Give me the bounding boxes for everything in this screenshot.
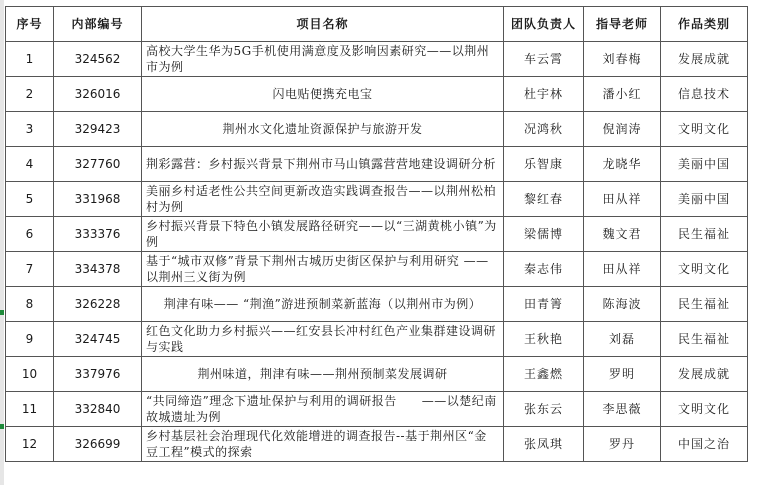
cell-title[interactable]: 红色文化助力乡村振兴——红安县长冲村红色产业集群建设调研与实践 <box>142 322 504 357</box>
cell-advisor[interactable]: 田从祥 <box>584 182 661 217</box>
cell-leader[interactable]: 张凤琪 <box>504 427 584 462</box>
table-row <box>6 147 748 182</box>
cell-leader[interactable]: 杜宇林 <box>504 77 584 112</box>
cell-marker <box>0 424 4 429</box>
cell-index[interactable]: 6 <box>6 217 54 252</box>
header-code: 内部编号 <box>54 7 142 42</box>
cell-leader[interactable]: 张东云 <box>504 392 584 427</box>
table-row <box>6 357 748 392</box>
cell-title[interactable]: 高校大学生华为5G手机使用满意度及影响因素研究——以荆州市为例 <box>142 42 504 77</box>
cell-leader[interactable]: 黎红春 <box>504 182 584 217</box>
cell-index[interactable]: 3 <box>6 112 54 147</box>
table-row <box>6 217 748 252</box>
cell-category[interactable]: 发展成就 <box>661 42 748 77</box>
cell-title[interactable]: 荆州味道，荆津有味——荆州预制菜发展调研 <box>142 357 504 392</box>
cell-index[interactable]: 8 <box>6 287 54 322</box>
cell-index[interactable]: 4 <box>6 147 54 182</box>
table-row <box>6 287 748 322</box>
cell-title[interactable]: “共同缔造”理念下遗址保护与利用的调研报告 ——以楚纪南故城遗址为例 <box>142 392 504 427</box>
cell-leader[interactable]: 秦志伟 <box>504 252 584 287</box>
cell-advisor[interactable]: 刘春梅 <box>584 42 661 77</box>
cell-index[interactable]: 1 <box>6 42 54 77</box>
cell-leader[interactable]: 田青箐 <box>504 287 584 322</box>
cell-category[interactable]: 美丽中国 <box>661 182 748 217</box>
cell-code[interactable]: 337976 <box>54 357 142 392</box>
table-row <box>6 112 748 147</box>
cell-leader[interactable]: 车云霄 <box>504 42 584 77</box>
cell-advisor[interactable]: 龙晓华 <box>584 147 661 182</box>
cell-category[interactable]: 文明文化 <box>661 392 748 427</box>
cell-index[interactable]: 11 <box>6 392 54 427</box>
cell-title[interactable]: 乡村振兴背景下特色小镇发展路径研究——以“三湖黄桃小镇”为例 <box>142 217 504 252</box>
cell-index[interactable]: 9 <box>6 322 54 357</box>
cell-code[interactable]: 332840 <box>54 392 142 427</box>
cell-title[interactable]: 荆州水文化遗址资源保护与旅游开发 <box>142 112 504 147</box>
cell-category[interactable]: 文明文化 <box>661 252 748 287</box>
header-title: 项目名称 <box>142 7 504 42</box>
table-row <box>6 252 748 287</box>
table-row <box>6 392 748 427</box>
cell-category[interactable]: 中国之治 <box>661 427 748 462</box>
cell-code[interactable]: 326016 <box>54 77 142 112</box>
table-row <box>6 322 748 357</box>
cell-advisor[interactable]: 陈海波 <box>584 287 661 322</box>
cell-index[interactable]: 7 <box>6 252 54 287</box>
cell-code[interactable]: 331968 <box>54 182 142 217</box>
cell-advisor[interactable]: 魏文君 <box>584 217 661 252</box>
header-advisor: 指导老师 <box>584 7 661 42</box>
table-row <box>6 77 748 112</box>
table-row <box>6 427 748 462</box>
cell-title[interactable]: 美丽乡村适老性公共空间更新改造实践调查报告——以荆州松柏村为例 <box>142 182 504 217</box>
cell-category[interactable]: 民生福祉 <box>661 287 748 322</box>
cell-leader[interactable]: 梁儒博 <box>504 217 584 252</box>
cell-index[interactable]: 10 <box>6 357 54 392</box>
cell-title[interactable]: 荆津有味—— “荆渔”游进预制菜新蓝海（以荆州市为例） <box>142 287 504 322</box>
cell-title[interactable]: 荆彩露营：乡村振兴背景下荆州市马山镇露营营地建设调研分析 <box>142 147 504 182</box>
row-header-strip <box>0 0 4 485</box>
header-index: 序号 <box>6 7 54 42</box>
cell-advisor[interactable]: 田从祥 <box>584 252 661 287</box>
cell-advisor[interactable]: 刘磊 <box>584 322 661 357</box>
cell-index[interactable]: 5 <box>6 182 54 217</box>
cell-advisor[interactable]: 罗丹 <box>584 427 661 462</box>
cell-category[interactable]: 美丽中国 <box>661 147 748 182</box>
cell-advisor[interactable]: 李思薇 <box>584 392 661 427</box>
header-category: 作品类别 <box>661 7 748 42</box>
cell-leader[interactable]: 乐智康 <box>504 147 584 182</box>
cell-category[interactable]: 民生福祉 <box>661 322 748 357</box>
cell-index[interactable]: 12 <box>6 427 54 462</box>
cell-leader[interactable]: 王鑫燃 <box>504 357 584 392</box>
cell-leader[interactable]: 王秋艳 <box>504 322 584 357</box>
cell-marker <box>0 310 4 315</box>
cell-title[interactable]: 基于“城市双修”背景下荆州古城历史街区保护与利用研究 ——以荆州三义街为例 <box>142 252 504 287</box>
cell-code[interactable]: 327760 <box>54 147 142 182</box>
cell-code[interactable]: 329423 <box>54 112 142 147</box>
cell-leader[interactable]: 况鸿秋 <box>504 112 584 147</box>
cell-title[interactable]: 闪电贴便携充电宝 <box>142 77 504 112</box>
header-row <box>6 7 748 42</box>
table-row <box>6 182 748 217</box>
cell-advisor[interactable]: 潘小红 <box>584 77 661 112</box>
cell-category[interactable]: 文明文化 <box>661 112 748 147</box>
cell-code[interactable]: 324562 <box>54 42 142 77</box>
cell-category[interactable]: 民生福祉 <box>661 217 748 252</box>
cell-code[interactable]: 326228 <box>54 287 142 322</box>
cell-title[interactable]: 乡村基层社会治理现代化效能增进的调查报告--基于荆州区“金豆工程”模式的探索 <box>142 427 504 462</box>
header-leader: 团队负责人 <box>504 7 584 42</box>
cell-code[interactable]: 334378 <box>54 252 142 287</box>
cell-category[interactable]: 信息技术 <box>661 77 748 112</box>
cell-code[interactable]: 324745 <box>54 322 142 357</box>
cell-index[interactable]: 2 <box>6 77 54 112</box>
cell-advisor[interactable]: 倪润涛 <box>584 112 661 147</box>
cell-category[interactable]: 发展成就 <box>661 357 748 392</box>
table-row <box>6 42 748 77</box>
cell-code[interactable]: 333376 <box>54 217 142 252</box>
cell-code[interactable]: 326699 <box>54 427 142 462</box>
cell-advisor[interactable]: 罗明 <box>584 357 661 392</box>
project-table <box>5 6 748 462</box>
